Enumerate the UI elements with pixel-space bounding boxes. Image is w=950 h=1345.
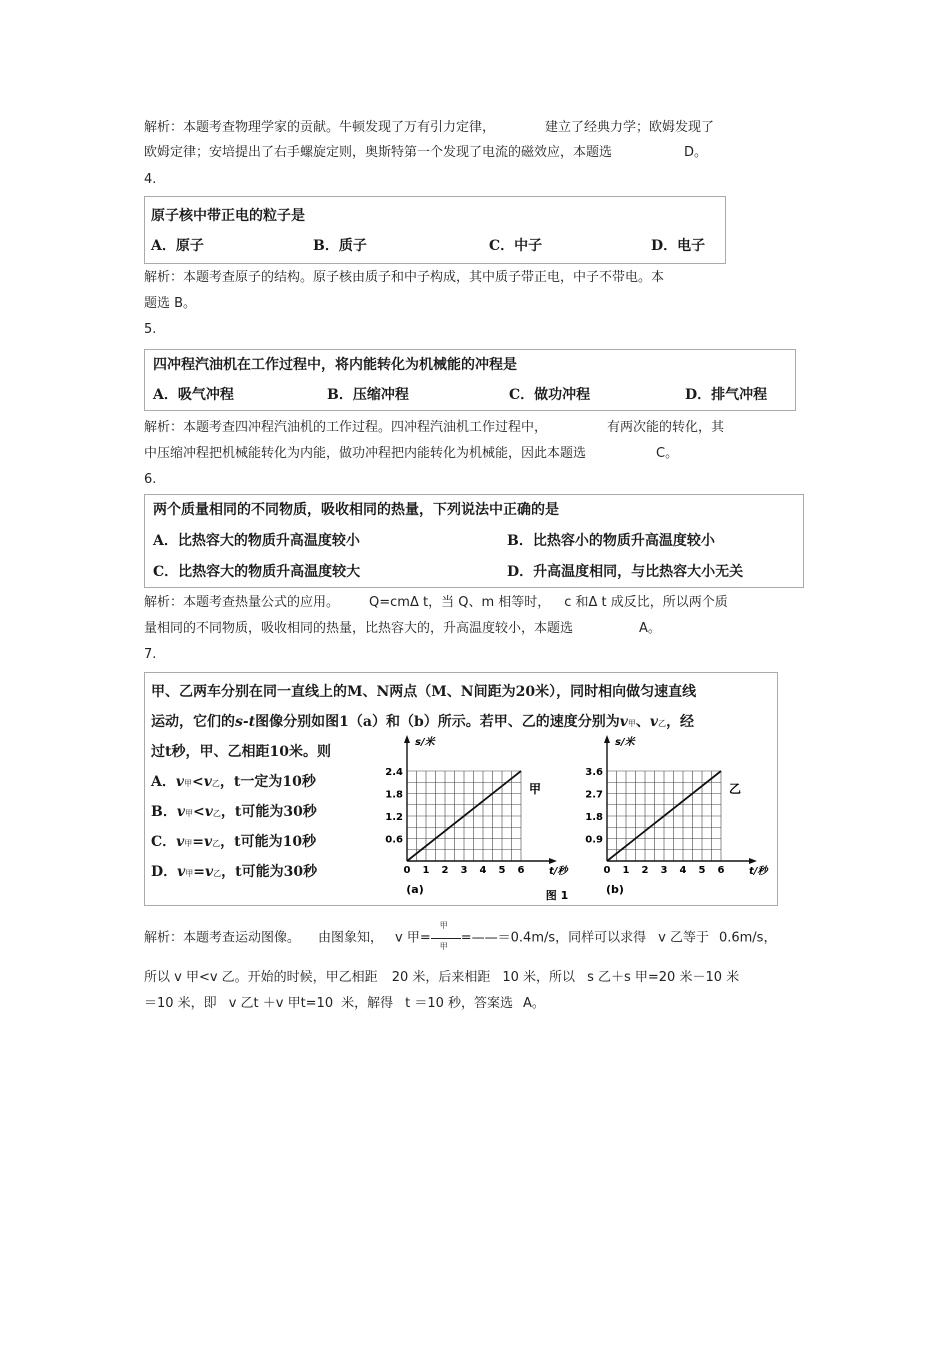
x-tick-label: 1: [422, 865, 430, 876]
q7-option-v: v: [175, 774, 185, 790]
q7-option-v: v: [204, 834, 213, 850]
q7-option-prefix: A．: [151, 774, 176, 790]
series-label: 乙: [729, 782, 742, 796]
q7-option-sub: 乙: [212, 809, 221, 818]
q7-option-tail: ，t可能为30秒: [221, 864, 318, 880]
q7-analysis-text: v 乙等于: [658, 930, 709, 946]
q7-stem-st: s-t: [235, 714, 256, 730]
q6-analysis-formula: Q=cmΔ t，当 Q、m 相等时，: [369, 595, 551, 610]
x-tick-label: 5: [498, 865, 506, 876]
q7-question-box: [144, 672, 778, 906]
q6-question: 两个质量相同的不同物质，吸收相同的热量，下列说法中正确的是: [153, 502, 559, 518]
q7-option-c: [151, 831, 316, 851]
q7-option-v: v: [176, 834, 185, 850]
y-axis-arrow: [404, 735, 410, 743]
q7-stem-line3: 过t秒，甲、乙相距10米。则: [151, 744, 331, 760]
fraction-bar: [431, 938, 461, 939]
q7-stem-sub: 乙: [658, 719, 667, 728]
q7-stem-v: v: [619, 714, 628, 730]
subfigure-label: (a): [406, 883, 424, 896]
q5-analysis-text: 解析：本题考查四冲程汽油机的工作过程。四冲程汽油机工作过程中，: [144, 420, 548, 435]
x-tick-label: 0: [403, 865, 411, 876]
chart-a: [385, 735, 569, 896]
q6-option-b: B．比热容小的物质升高温度较小: [507, 533, 715, 549]
q7-stem-v: v: [649, 714, 659, 730]
q7-analysis-line2: [144, 969, 739, 987]
q6-option-d: D．升高温度相同，与比热容大小无关: [507, 564, 744, 580]
q5-number: 5.: [144, 322, 157, 337]
q7-option-sub: 乙: [213, 869, 222, 878]
q6-answer: A。: [639, 621, 661, 636]
y-tick-label: 2.4: [385, 767, 403, 778]
q7-option-sub: 甲: [184, 839, 193, 848]
q7-stem-sub: 甲: [627, 719, 636, 728]
q7-option-rel: <: [192, 774, 204, 790]
q7-option-tail: ，t可能为30秒: [220, 804, 317, 820]
q7-number: 7.: [144, 647, 157, 662]
q7-analysis-text: 20 米，后来相距: [391, 970, 491, 985]
x-tick-label: 3: [460, 865, 468, 876]
y-tick-label: 1.8: [585, 812, 603, 823]
x-tick-label: 5: [698, 865, 706, 876]
chart-b: [585, 735, 769, 896]
q5-option-a: A．吸气冲程: [153, 387, 234, 403]
q6-analysis-text: c 和Δ t 成反比，所以两个质: [564, 595, 728, 610]
q7-analysis-text: ＝10 米，即: [144, 996, 217, 1011]
q7-option-sub: 甲: [185, 869, 194, 878]
fraction-denominator: 甲: [439, 942, 448, 951]
y-tick-label: 0.6: [385, 834, 403, 846]
q7-stem-text: ，经: [666, 714, 695, 730]
x-axis-label: t/秒: [549, 866, 568, 877]
q4-question-box: [144, 196, 726, 264]
q7-analysis-text: v 甲=: [395, 930, 431, 946]
q7-option-tail: ，t一定为10秒: [219, 774, 316, 790]
x-tick-label: 6: [717, 865, 725, 876]
q7-analysis-text: 米，解得: [341, 996, 394, 1011]
subfigure-label: (b): [606, 883, 624, 896]
x-axis-arrow: [749, 858, 757, 864]
q5-question-box: [144, 349, 796, 411]
x-axis-label: t/秒: [749, 866, 768, 877]
q7-analysis-text: 由图象知，: [318, 930, 384, 946]
q7-analysis-text: t ＝10 秒，答案选: [405, 996, 514, 1011]
q7-option-prefix: D．: [151, 864, 178, 880]
q7-analysis-text: 10 米，所以: [502, 970, 576, 985]
q6-analysis-text: 量相同的不同物质，吸收相同的热量，比热容大的，升高温度较小，本题选: [144, 621, 574, 636]
q5-analysis-text: 中压缩冲程把机械能转化为内能，做功冲程把内能转化为机械能，因此本题选: [144, 446, 587, 461]
q4-analysis-line2: 题选 B。: [144, 296, 197, 311]
x-tick-label: 4: [679, 865, 687, 876]
q7-option-v: v: [204, 804, 213, 820]
q6-number: 6.: [144, 472, 157, 487]
q7-option-rel: <: [192, 804, 205, 820]
x-tick-label: 1: [622, 865, 630, 876]
x-tick-label: 3: [660, 865, 668, 876]
y-tick-label: 2.7: [585, 789, 603, 801]
q7-analysis-text: 所以 v 甲<v 乙。开始的时候，甲乙相距: [144, 970, 378, 985]
q6-analysis-text: 解析：本题考查热量公式的应用。: [144, 595, 340, 610]
y-tick-label: 3.6: [585, 767, 603, 778]
q7-option-v: v: [176, 804, 185, 820]
q7-option-sub: 乙: [211, 779, 220, 788]
q7-answer: A。: [523, 996, 545, 1011]
q7-option-tail: ，t可能为10秒: [220, 834, 317, 850]
q5-option-b: B．压缩冲程: [327, 387, 409, 403]
q7-option-prefix: B．: [151, 804, 177, 820]
q7-analysis-text: 解析：本题考查运动图像。: [144, 930, 301, 946]
q7-analysis-fraction: [431, 921, 461, 951]
q4-analysis-line1: 解析：本题考查原子的结构。原子核由质子和中子构成，其中质子带正电，中子不带电。本: [144, 270, 665, 285]
y-tick-label: 1.2: [385, 812, 403, 823]
x-tick-label: 0: [603, 865, 611, 876]
x-tick-label: 2: [641, 865, 649, 876]
fraction-numerator: 甲: [439, 921, 448, 930]
y-axis-label: s/米: [415, 737, 435, 748]
q7-stem-text: 、: [635, 714, 650, 730]
x-tick-label: 6: [517, 865, 525, 876]
q7-analysis-text: s 乙＋s 甲=20 米－10 米: [587, 970, 740, 985]
q7-analysis-text: =——＝0.4m/s，同样可以求得: [460, 930, 647, 946]
q4-question: 原子核中带正电的粒子是: [151, 208, 305, 224]
q3-analysis-text: 欧姆定律；安培提出了右手螺旋定则，奥斯特第一个发现了电流的磁效应，本题选: [144, 145, 613, 160]
q7-option-a: [151, 771, 316, 791]
q6-option-c: C．比热容大的物质升高温度较大: [153, 564, 361, 580]
q3-answer: D。: [684, 145, 708, 160]
y-tick-label: 1.8: [385, 789, 403, 801]
q7-option-b: [151, 801, 317, 821]
q7-analysis-text: 0.6m/s，: [718, 930, 777, 946]
q6-analysis-line1: [144, 594, 728, 612]
q7-option-v: v: [177, 864, 186, 880]
q5-analysis-line1: [144, 419, 724, 437]
q7-analysis-line1: [144, 921, 777, 951]
x-tick-label: 2: [441, 865, 449, 876]
q5-option-d: D．排气冲程: [685, 387, 768, 403]
q7-stem-line1: 甲、乙两车分别在同一直线上的M、N两点（M、N间距为20米），同时相向做匀速直线: [151, 684, 697, 700]
q7-option-v: v: [205, 864, 214, 880]
q7-option-sub: 甲: [184, 779, 193, 788]
figure-caption: 图 1: [545, 889, 569, 902]
q3-analysis-line1: [144, 119, 714, 137]
q4-option-a: A．原子: [151, 238, 204, 254]
q7-analysis-line3: [144, 995, 545, 1013]
q5-answer: C。: [656, 446, 679, 461]
q7-option-v: v: [203, 774, 212, 790]
x-axis-arrow: [549, 858, 557, 864]
q7-option-sub: 乙: [212, 839, 221, 848]
q3-analysis-text: 建立了经典力学；欧姆发现了: [545, 120, 715, 135]
x-tick-label: 4: [479, 865, 487, 876]
q3-analysis-line2: [144, 144, 707, 162]
q5-question: 四冲程汽油机在工作过程中，将内能转化为机械能的冲程是: [153, 357, 517, 373]
q4-option-b: B．质子: [313, 238, 367, 254]
q3-analysis-text: 解析：本题考查物理学家的贡献。牛顿发现了万有引力定律，: [144, 120, 496, 135]
q4-number: 4.: [144, 172, 157, 187]
q5-analysis-line2: [144, 445, 678, 463]
y-axis-arrow: [604, 735, 610, 743]
q6-option-a: A．比热容大的物质升高温度较小: [153, 533, 360, 549]
q7-stem-text: 运动，它们的: [151, 714, 235, 730]
q7-option-d: [151, 861, 317, 881]
q7-analysis-text: v 乙t ＋v 甲t=10: [228, 996, 334, 1011]
q6-question-box: [144, 494, 804, 588]
q7-stem-line2: [151, 711, 694, 731]
q4-option-c: C．中子: [489, 238, 543, 254]
y-tick-label: 0.9: [585, 834, 603, 846]
q6-analysis-line2: [144, 620, 661, 638]
q5-option-c: C．做功冲程: [509, 387, 591, 403]
q7-option-prefix: C．: [151, 834, 177, 850]
q7-option-rel: =: [192, 834, 205, 850]
q5-analysis-text: 有两次能的转化，其: [607, 420, 725, 435]
q7-option-rel: =: [193, 864, 206, 880]
q4-option-d: D．电子: [651, 238, 706, 254]
series-label: 甲: [529, 782, 542, 796]
q7-figure: [381, 733, 771, 903]
q7-option-sub: 甲: [184, 809, 193, 818]
q7-stem-text: 图像分别如图1（a）和（b）所示。若甲、乙的速度分别为: [255, 714, 620, 730]
y-axis-label: s/米: [615, 737, 635, 748]
